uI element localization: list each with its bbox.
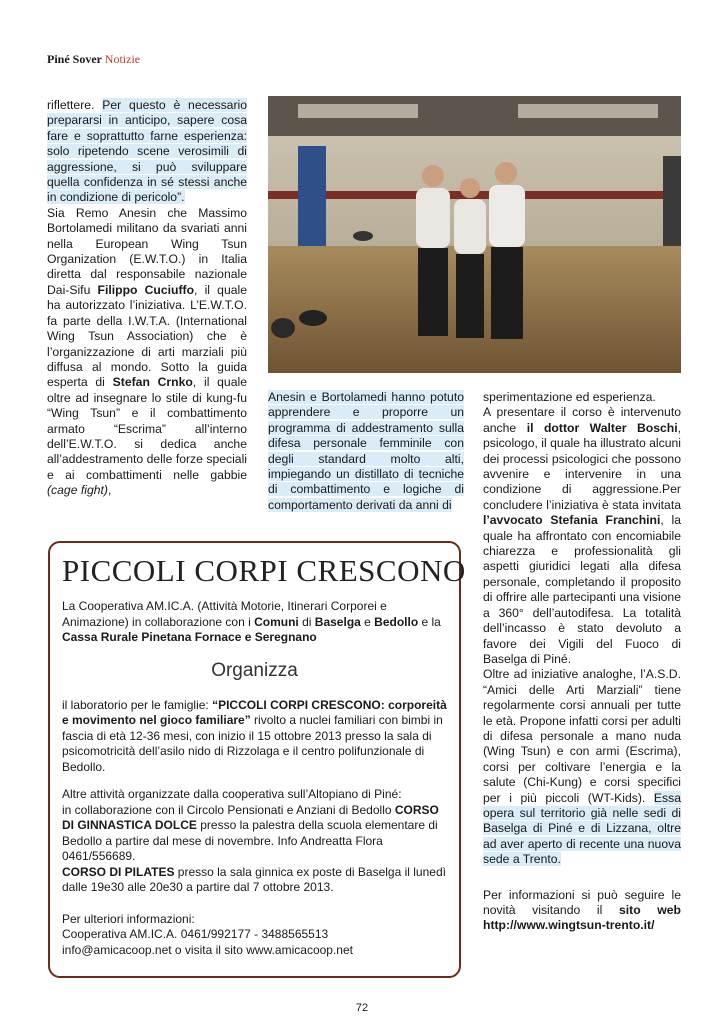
box-info-phone: Cooperativa AM.IC.A. 0461/992177 - 3488565513 (62, 927, 329, 941)
article-column-1 (47, 98, 247, 499)
article-column-2 (268, 390, 464, 513)
col3-paragraph-3: Oltre ad iniziative analoghe, l’A.S.D. “Amici delle Arti Marziali” tiene regolarmente corsi annuali per tutte le età. Propone infatti corsi per adulti di difesa personale a mano nuda (Wing Tsun) e con armi (Escrima), corsi per coltivare l’energia e la salute (Chi-Kung) e corsi specifici per i più piccoli (WT-Kids). Essa opera sul territorio già nelle sedi di Baselga di Piné e di Lizzana, oltre ad aver aperto di recente una nuova sede a Trento. (483, 667, 681, 867)
box-lab: il laboratorio per le famiglie: “PICCOLI CORPI CRESCONO: corporeità e movimento nel gioco familiare” rivolto a nuclei familiari con bimbi in fascia di età 12-36 mesi, con inizio il 15 ottobre 2013 presso la sala di psicomotricità dell’asilo nido di Rizzolaga e il centro polifunzionale di Bedollo. (62, 697, 447, 774)
highlighted-text: Per questo è necessario prepararsi in anticipo, sapere cosa fare e soprattutto farne esperienza: solo ripetendo scene verosimili di aggressione, si può sviluppare quella confidenza in sé stessi anche in condizione di pericolo”. (47, 98, 247, 205)
col3-paragraph-4: Per informazioni si può seguire le novità visitando il sito web http://www.wingtsun-trento.it/ (483, 887, 681, 933)
col3-paragraph-2: A presentare il corso è intervenuto anche il dottor Walter Boschi, psicologo, il quale ha illustrato alcuni dei processi psicologici che possono avvenire e intervenire in una condizione di aggressione.Per concludere l’iniziativa è stata invitata l’avvocato Stefania Franchini, la quale ha affrontato con encomiabile chiarezza e professionalità gli aspetti giuridici legati alla difesa personale, completando il proposito di offrire alle partecipanti una visione a 360° dell’autodifesa. La totalità dell’incasso è stato devoluto a favore dei Vigili del Fuoco di Baselga di Piné. (483, 405, 682, 666)
gym-photo (268, 96, 681, 373)
box-ginnastica: in collaborazione con il Circolo Pensionati e Anziani di Bedollo CORSO DI GINNASTICA DOLCE presso la palestra della scuola elementare di Bedollo a partire dal mese di novembre. Info Andreatta Flora 0461/556689. (62, 802, 439, 863)
col3-paragraph-1: sperimentazione ed esperienza. (483, 390, 656, 404)
box-intro: La Cooperativa AM.IC.A. (Attività Motorie, Itinerari Corporei e Animazione) in collaborazione con i Comuni di Baselga e Bedollo e la Cassa Rurale Pinetana Fornace e Seregnano (62, 599, 441, 644)
col1-paragraph-1: riflettere. Per questo è necessario prepararsi in anticipo, sapere cosa fare e soprattutto farne esperienza: solo ripetendo scene verosimili di aggressione, si può sviluppare quella confidenza in sé stessi anche in condizione di pericolo”. (47, 98, 247, 205)
box-title: PICCOLI CORPI CRESCONO (62, 553, 466, 588)
header-title: Piné Sover (47, 52, 102, 66)
box-altre: Altre attività organizzate dalla cooperativa sull’Altopiano di Piné: (62, 787, 402, 801)
box-organizza-heading: Organizza (211, 659, 298, 681)
event-box (48, 541, 466, 978)
page-number: 72 (355, 1002, 369, 1014)
running-header (47, 52, 140, 67)
col2-paragraph-1 (268, 390, 464, 513)
three-men-in-gym-illustration (268, 96, 681, 373)
box-info-mail: info@amicacoop.net o visita il sito www.amicacoop.net (62, 942, 353, 957)
header-subtitle: Notizie (104, 52, 141, 66)
box-pilates: CORSO DI PILATES presso la sala ginnica ex poste di Baselga il lunedì dalle 19e30 alle 20e30 a partire dal 7 ottobre 2013. (62, 864, 446, 894)
box-info-title: Per ulteriori informazioni: (62, 911, 195, 926)
highlighted-text: Essa opera sul territorio già nelle sedi di Baselga di Piné e di Lizzana, oltre ad aver aperto di recente una nuova sede a Trento. (483, 790, 681, 867)
highlighted-text: Anesin e Bortolamedi hanno potuto apprendere e proporre un programma di addestramento sulla difesa personale femminile con degli standard molto alti, impiegando un distillato di tecniche di combattimento e logiche di comportamento derivati da anni di (268, 390, 464, 512)
article-column-3 (483, 390, 681, 934)
col1-paragraph-2: Sia Remo Anesin che Massimo Bortolamedi militano da svariati anni nella European Wing Tsun Organization (E.W.T.O.) in Italia diretta dal responsabile nazionale Dai-Sifu Filippo Cuciuffo, il quale ha autorizzato l’iniziativa. L’E.W.T.O. fa parte della I.W.T.A. (International Wing Tsun Association) che è l’organizzazione di arti marziali più diffusa al mondo. Sotto la guida esperta di Stefan Crnko, il quale oltre ad insegnare lo stile di kung-fu “Wing Tsun” e il combattimento armato “Escrima” all’interno dell’E.W.T.O. si dedica anche all’addestramento delle forze speciali e ai combattimenti nelle gabbie (cage fight), (47, 205, 247, 498)
website-link[interactable]: sito web http://www.wingtsun-trento.it/ (483, 903, 681, 933)
